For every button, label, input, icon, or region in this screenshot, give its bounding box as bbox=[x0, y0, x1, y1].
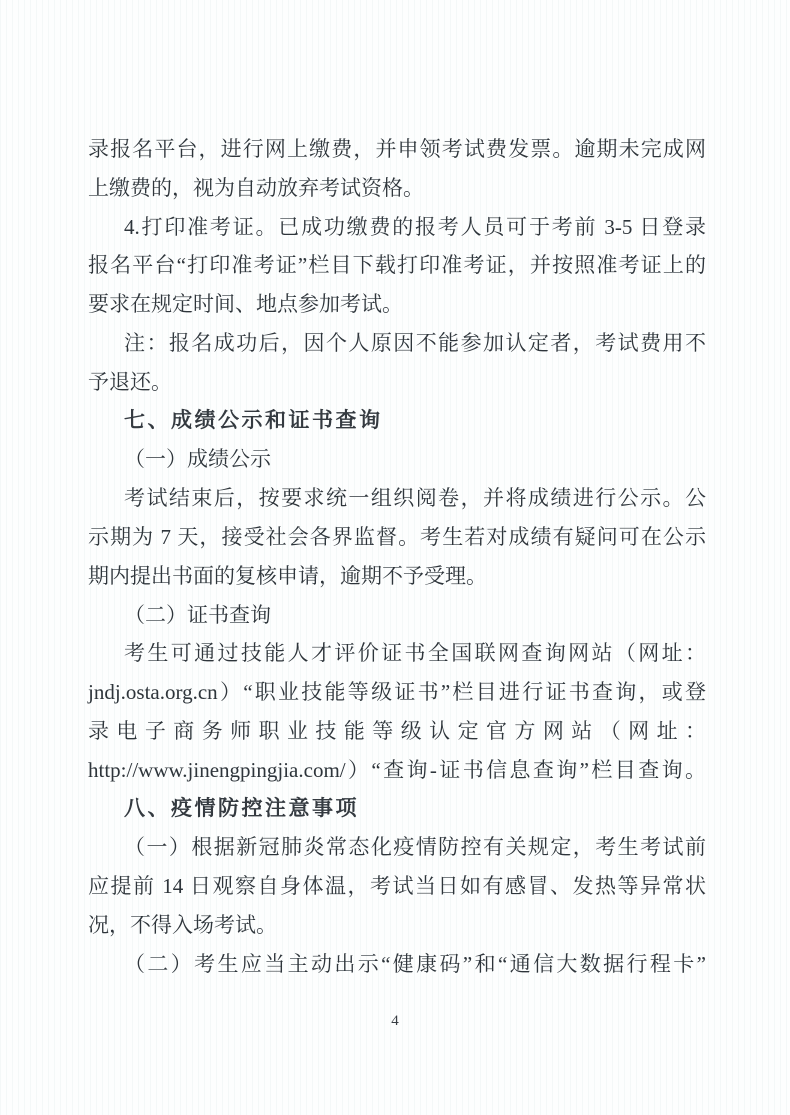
text-line: 示期为 7 天，接受社会各界监督。考生若对成绩有疑问可在公示 bbox=[88, 524, 706, 549]
section-heading-8: 八、疫情防控注意事项 bbox=[124, 796, 359, 820]
text-line: 4.打印准考证。已成功缴费的报考人员可于考前 3-5 日登录 bbox=[124, 214, 706, 239]
text-line-with-url: http://www.jinengpingjia.com/）“查询-证书信息查询”栏目查询。 bbox=[88, 757, 706, 782]
text-line: 要求在规定时间、地点参加考试。 bbox=[88, 292, 403, 317]
text-line: 录报名平台，进行网上缴费，并申领考试费发票。逾期未完成网 bbox=[88, 137, 706, 161]
note-line: 注：报名成功后，因个人原因不能参加认定者，考试费用不 bbox=[124, 330, 706, 355]
note-line: 予退还。 bbox=[88, 369, 172, 394]
text-line-with-url: jndj.osta.org.cn）“职业技能等级证书”栏目进行证书查询，或登 bbox=[88, 680, 706, 705]
section-heading-7: 七、成绩公示和证书查询 bbox=[124, 408, 383, 432]
text-line: 录电子商务师职业技能等级认定官方网站（网址： bbox=[88, 718, 706, 743]
document-body bbox=[88, 130, 706, 984]
subsection-heading: （二）证书查询 bbox=[124, 602, 271, 627]
subsection-heading: （一）成绩公示 bbox=[124, 447, 271, 472]
text-line: （一）根据新冠肺炎常态化疫情防控有关规定，考生考试前 bbox=[124, 835, 706, 860]
text-line: 考生可通过技能人才评价证书全国联网查询网站（网址： bbox=[124, 641, 706, 666]
text-line: 况，不得入场考试。 bbox=[88, 912, 277, 937]
text-line: 期内提出书面的复核申请，逾期不予受理。 bbox=[88, 563, 487, 588]
text-line: 上缴费的，视为自动放弃考试资格。 bbox=[88, 175, 424, 200]
text-line: 应提前 14 日观察自身体温，考试当日如有感冒、发热等异常状 bbox=[88, 874, 706, 899]
text-line: （二）考生应当主动出示“健康码”和“通信大数据行程卡” bbox=[124, 951, 706, 976]
text-line: 报名平台“打印准考证”栏目下载打印准考证，并按照准考证上的 bbox=[88, 253, 706, 278]
page-number: 4 bbox=[391, 1013, 399, 1029]
text-line: 考试结束后，按要求统一组织阅卷，并将成绩进行公示。公 bbox=[124, 486, 706, 511]
